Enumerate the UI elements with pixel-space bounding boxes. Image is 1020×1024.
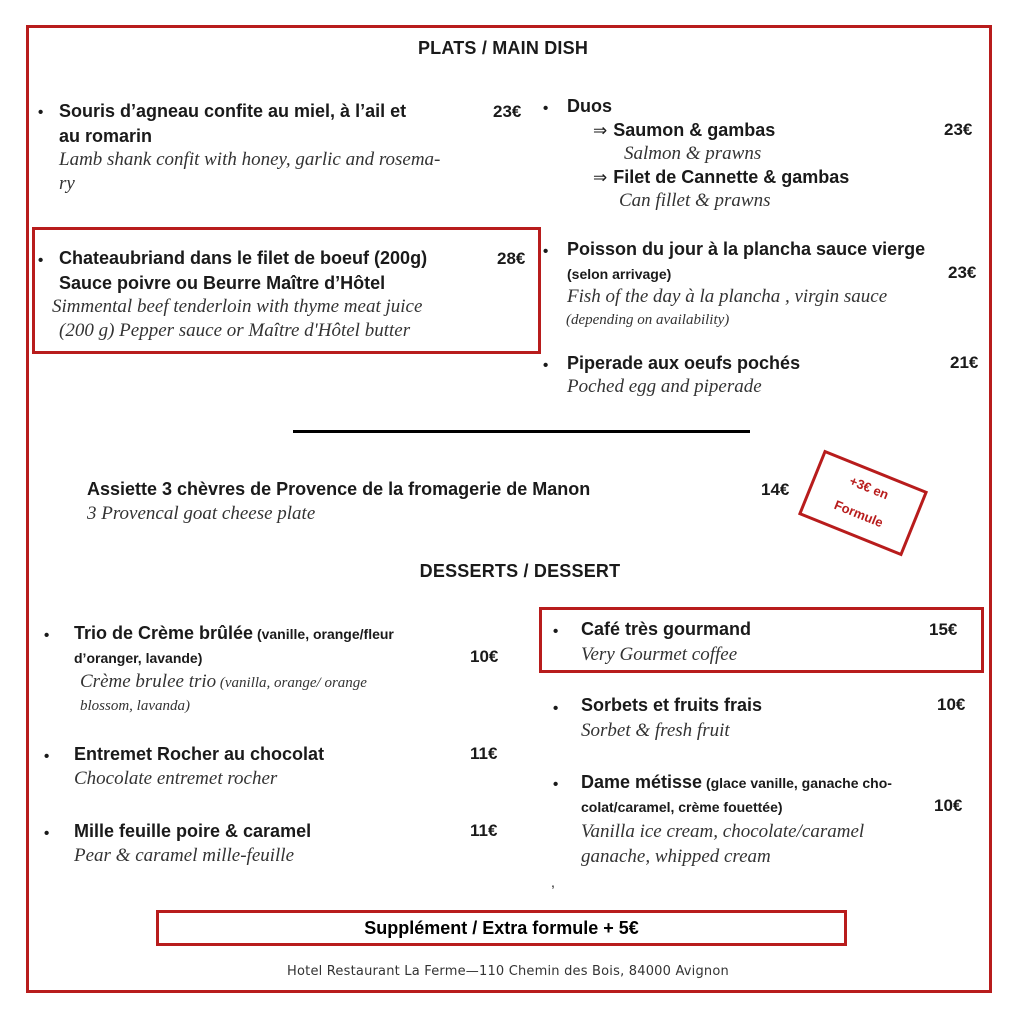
dame-fr-line1 (581, 770, 892, 796)
trio-fr-small: (vanille, orange/fleur (253, 626, 394, 642)
dame-en-line2: ganache, whipped cream (581, 846, 771, 867)
poisson-fr-small: (selon arrivage) (567, 266, 672, 282)
supplement-banner: Supplément / Extra formule + 5€ (156, 910, 847, 946)
cheese-price: 14€ (761, 480, 790, 499)
trio-en-small: (vanilla, orange/ orange (216, 675, 367, 691)
trio-price: 10€ (470, 647, 499, 666)
cafe-price: 15€ (929, 620, 958, 639)
duo-saumon-fr: Saumon & gambas (613, 120, 776, 140)
trio-en-line2: blossom, lavanda) (80, 698, 190, 714)
poisson-fr: Poisson du jour à la plancha sauce vierge (567, 239, 926, 259)
chateaubriand-en-line1: Simmental beef tenderloin with thyme meat juice (52, 296, 423, 317)
bullet: • (44, 627, 50, 644)
bullet: • (543, 100, 549, 117)
lamb-en-line2: ry (59, 173, 75, 194)
main-dish-heading: PLATS / MAIN DISH (417, 38, 589, 58)
rocher-en: Chocolate entremet rocher (74, 768, 278, 789)
cafe-fr: Café très gourmand (581, 619, 752, 639)
bullet: • (543, 243, 549, 260)
duo-cannette-fr: Filet de Cannette & gambas (613, 167, 850, 187)
chateaubriand-fr-line2: Sauce poivre ou Beurre Maître d’Hôtel (59, 273, 386, 293)
bullet: • (553, 700, 559, 717)
poisson-en-small: (depending on availability) (566, 312, 730, 328)
trio-en-line1 (80, 670, 367, 695)
footer-address: Hotel Restaurant La Ferme—110 Chemin des Bois, 84000 Avignon (287, 964, 729, 979)
stamp-line2: Formule (832, 497, 886, 531)
sorbets-price: 10€ (937, 695, 966, 714)
cafe-en: Very Gourmet coffee (581, 644, 738, 665)
desserts-heading: DESSERTS / DESSERT (419, 561, 621, 581)
chateaubriand-en-line2: (200 g) Pepper sauce or Maître d'Hôtel butter (59, 320, 411, 341)
duo-item-saumon (593, 118, 775, 143)
dame-fr-small: (glace vanille, ganache cho- (702, 775, 892, 791)
bullet: • (543, 357, 549, 374)
piperade-en: Poched egg and piperade (567, 376, 762, 397)
mille-en: Pear & caramel mille-feuille (74, 845, 295, 866)
duo-saumon-en: Salmon & prawns (624, 143, 762, 164)
arrow-right-icon: ⇒ (593, 121, 608, 140)
trio-en: Crème brulee trio (80, 671, 217, 692)
trio-fr-line2: d’oranger, lavande) (74, 650, 203, 666)
trio-fr-bold: Trio de Crème brûlée (74, 623, 254, 643)
piperade-fr: Piperade aux oeufs pochés (567, 353, 801, 373)
dame-fr-bold: Dame métisse (581, 772, 703, 792)
duo-saumon-price: 23€ (944, 120, 973, 139)
dame-en-line1: Vanilla ice cream, chocolate/caramel (581, 821, 865, 842)
arrow-right-icon: ⇒ (593, 168, 608, 187)
sorbets-fr: Sorbets et fruits frais (581, 695, 763, 715)
lamb-en-line1: Lamb shank confit with honey, garlic and rosema- (59, 149, 441, 170)
duo-cannette-en: Can fillet & prawns (619, 190, 771, 211)
bullet: • (553, 623, 559, 640)
mille-fr: Mille feuille poire & caramel (74, 821, 312, 841)
rocher-fr: Entremet Rocher au chocolat (74, 744, 325, 764)
chateaubriand-price: 28€ (497, 249, 526, 268)
lamb-fr-line1: Souris d’agneau confite au miel, à l’ail et (59, 101, 407, 121)
rocher-price: 11€ (470, 744, 498, 763)
chateaubriand-fr-line1: Chateaubriand dans le filet de boeuf (200g) (59, 248, 428, 268)
lamb-fr-line2: au romarin (59, 126, 153, 146)
cheese-en: 3 Provencal goat cheese plate (87, 503, 316, 524)
sorbets-en: Sorbet & fresh fruit (581, 720, 730, 741)
stray-comma: , (551, 874, 555, 890)
section-divider (293, 430, 750, 433)
dame-price: 10€ (934, 796, 963, 815)
poisson-price: 23€ (948, 263, 977, 282)
piperade-price: 21€ (950, 353, 979, 372)
cheese-fr: Assiette 3 chèvres de Provence de la fromagerie de Manon (87, 479, 591, 499)
bullet: • (553, 776, 559, 793)
bullet: • (38, 252, 44, 269)
duo-item-cannette (593, 165, 849, 190)
duos-title: Duos (567, 96, 612, 116)
bullet: • (38, 104, 44, 121)
dame-fr-line2: colat/caramel, crème fouettée) (581, 799, 783, 815)
mille-price: 11€ (470, 821, 498, 840)
bullet: • (44, 748, 50, 765)
bullet: • (44, 825, 50, 842)
stamp-line1: +3€ en (847, 473, 891, 503)
lamb-price: 23€ (493, 102, 522, 121)
poisson-en: Fish of the day à la plancha , virgin sauce (567, 286, 888, 307)
trio-fr-line1 (74, 621, 394, 647)
